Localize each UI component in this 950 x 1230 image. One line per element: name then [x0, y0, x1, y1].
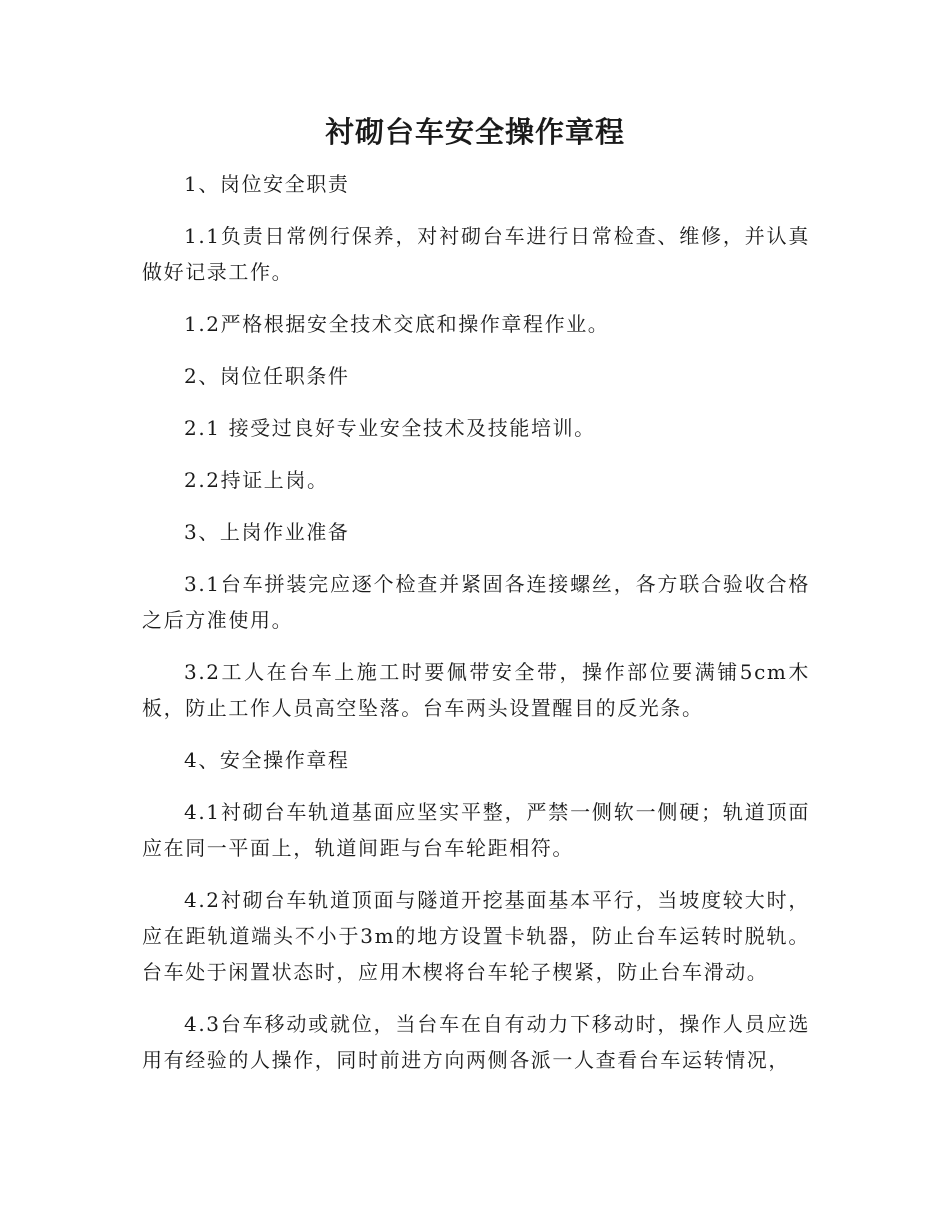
paragraph-3-1: 3.1台车拼装完应逐个检查并紧固各连接螺丝，各方联合验收合格之后方准使用。 [142, 572, 810, 632]
paragraph-section-4-heading: 4、安全操作章程 [184, 748, 350, 772]
paragraph-3-2: 3.2工人在台车上施工时要佩带安全带，操作部位要满铺5cm木板，防止工作人员高空坠落。台车两头设置醒目的反光条。 [142, 660, 810, 720]
paragraph-2-1: 2.1 接受过良好专业安全技术及技能培训。 [184, 416, 596, 440]
document-body [142, 166, 810, 1094]
paragraph-section-3-heading: 3、上岗作业准备 [184, 520, 350, 544]
document-title: 衬砌台车安全操作章程 [324, 115, 625, 149]
paragraph-4-1: 4.1衬砌台车轨道基面应坚实平整，严禁一侧软一侧硬；轨道顶面应在同一平面上，轨道间距与台车轮距相符。 [142, 800, 810, 860]
paragraph-4-2: 4.2衬砌台车轨道顶面与隧道开挖基面基本平行，当坡度较大时，应在距轨道端头不小于3m的地方设置卡轨器，防止台车运转时脱轨。台车处于闲置状态时，应用木楔将台车轮子楔紧，防止台车滑动。 [142, 888, 810, 984]
paragraph-2-2: 2.2持证上岗。 [184, 468, 329, 492]
paragraph-1-2: 1.2严格根据安全技术交底和操作章程作业。 [184, 312, 610, 336]
paragraph-4-3: 4.3台车移动或就位，当台车在自有动力下移动时，操作人员应选用有经验的人操作，同时前进方向两侧各派一人查看台车运转情况， [142, 1012, 810, 1072]
paragraph-section-2-heading: 2、岗位任职条件 [184, 364, 350, 388]
paragraph-1-1: 1.1负责日常例行保养，对衬砌台车进行日常检查、维修，并认真做好记录工作。 [142, 224, 810, 284]
paragraph-section-1-heading: 1、岗位安全职责 [184, 172, 350, 196]
